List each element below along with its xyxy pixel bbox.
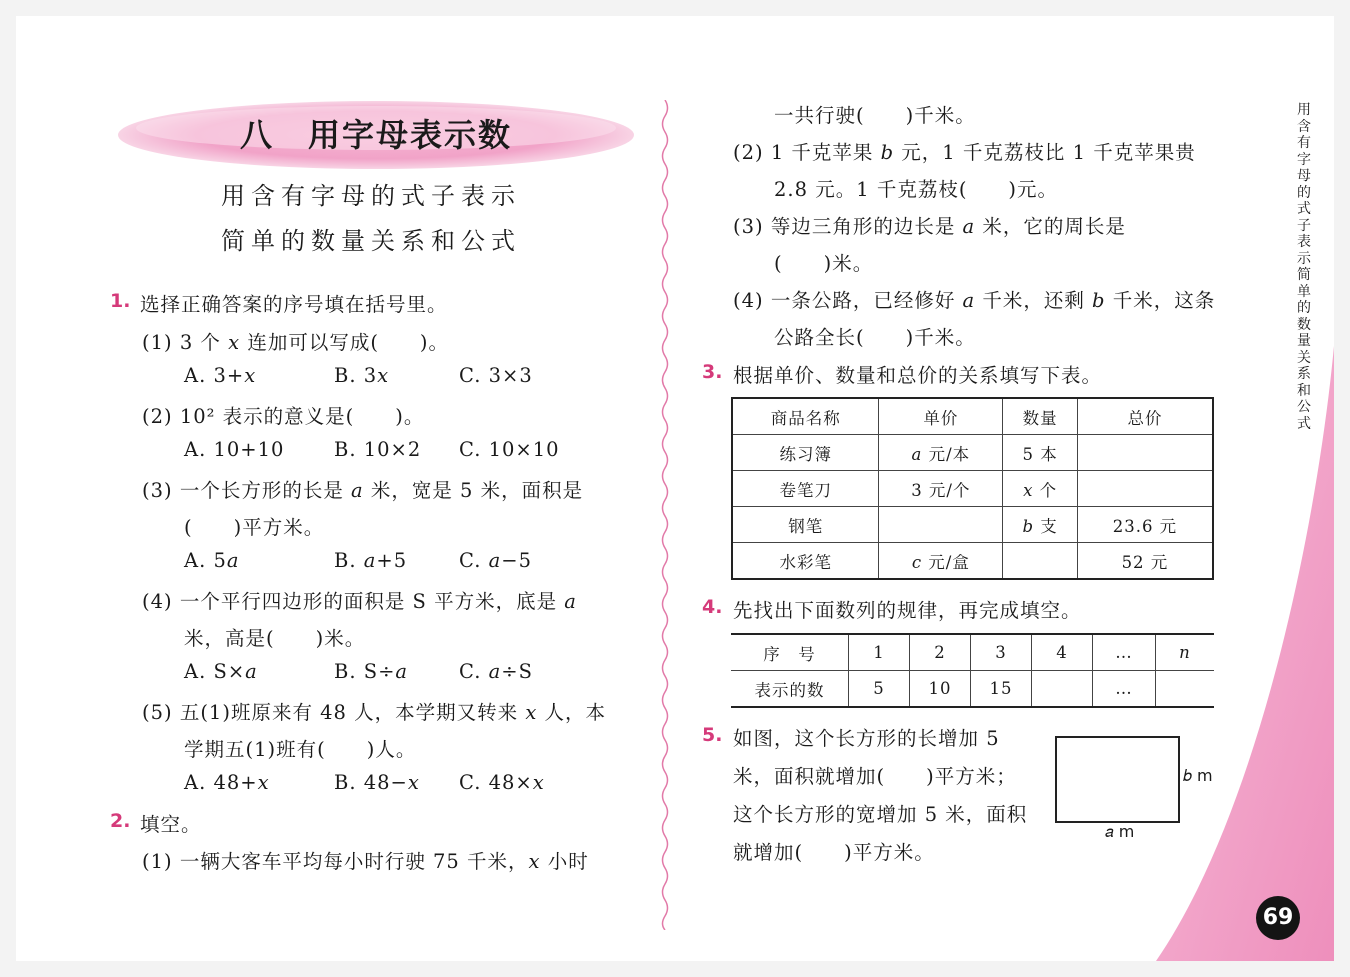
table-cell: 23.6 元 [1077,507,1213,543]
q1-part5-option-c[interactable]: C. 48×𝑥 [459,771,545,794]
q1-part5-option-b[interactable]: B. 48−𝑥 [334,771,420,794]
table-cell: 钢笔 [732,507,879,543]
question-prompt: 填空。 [140,813,202,836]
table-cell: 𝑐 元/盒 [879,543,1003,580]
q1-part5-stem-line1: (5) 五(1)班原来有 48 人，本学期又转来 𝑥 人，本 [142,701,607,724]
question-prompt: 先找出下面数列的规律，再完成填空。 [733,599,1082,622]
table-row [731,634,1214,671]
section-subtitle-line1: 用含有字母的式子表示 [221,182,521,210]
chapter-title-banner [116,98,636,172]
q1-part4-option-c[interactable]: C. 𝑎÷S [459,660,533,683]
q2-part1-line2: 一共行驶( )千米。 [774,104,976,127]
table-header-cell: 总价 [1077,398,1213,435]
table-row [732,507,1213,543]
table-cell: 𝑛 [1156,634,1215,671]
q1-part2-option-a[interactable]: A. 10+10 [184,438,285,461]
question-number: 5. [702,724,723,746]
answer-cell[interactable] [1003,543,1078,580]
q2-part1-line1: (1) 一辆大客车平均每小时行驶 75 千米，𝑥 小时 [142,850,589,873]
table-cell: 练习簿 [732,435,879,471]
table-cell: 卷笔刀 [732,471,879,507]
q1-part3-stem-line2: ( )平方米。 [184,516,325,539]
q1-part2-option-c[interactable]: C. 10×10 [459,438,560,461]
table-row [732,543,1213,580]
q1-part5-stem-line2: 学期五(1)班有( )人。 [184,738,417,761]
q1-part4-option-b[interactable]: B. S÷𝑎 [334,660,409,683]
table-header-cell: 单价 [879,398,1003,435]
page-number: 69 [1256,896,1300,940]
column-divider [659,100,671,930]
q2-part3-line1: (3) 等边三角形的边长是 𝑎 米，它的周长是 [733,215,1126,238]
answer-cell[interactable] [1032,671,1093,708]
table-cell: 𝑎 元/本 [879,435,1003,471]
table-cell: 52 元 [1077,543,1213,580]
answer-cell[interactable] [1156,671,1215,708]
q1-part1-stem: (1) 3 个 𝑥 连加可以写成( )。 [142,331,450,354]
table-cell: 10 [910,671,971,708]
q2-part2-line2: 2.8 元。1 千克荔枝( )元。 [774,178,1059,201]
table-header-cell: 数量 [1003,398,1078,435]
answer-cell[interactable] [879,507,1003,543]
question-prompt: 根据单价、数量和总价的关系填写下表。 [733,364,1103,387]
q2-part4-line1: (4) 一条公路，已经修好 𝑎 千米，还剩 𝑏 千米，这条 [733,289,1216,312]
q2-part3-line2: ( )米。 [774,252,874,275]
table-cell: … [1093,671,1156,708]
q1-part3-option-c[interactable]: C. 𝑎−5 [459,549,532,572]
answer-cell[interactable] [1077,435,1213,471]
rectangle-figure [1055,736,1180,823]
table-cell: 5 本 [1003,435,1078,471]
q5-line4: 就增加( )平方米。 [733,841,935,864]
table-cell: 4 [1032,634,1093,671]
q2-part4-line2: 公路全长( )千米。 [774,326,976,349]
q1-part5-option-a[interactable]: A. 48+𝑥 [184,771,270,794]
rectangle-width-label: 𝑏 m [1183,766,1213,785]
table-cell: 𝑏 支 [1003,507,1078,543]
table-cell: 15 [971,671,1032,708]
table-cell: 5 [849,671,910,708]
table-header-cell: 商品名称 [732,398,879,435]
question-number: 2. [110,810,131,832]
rectangle-length-label: 𝑎 m [1105,822,1135,841]
q1-part3-option-a[interactable]: A. 5𝑎 [184,549,240,572]
q5-line3: 这个长方形的宽增加 5 米，面积 [733,803,1028,826]
question-prompt: 选择正确答案的序号填在括号里。 [140,293,448,316]
table-cell: 2 [910,634,971,671]
question-number: 4. [702,596,723,618]
price-table [731,397,1214,580]
q1-part1-option-b[interactable]: B. 3𝑥 [334,364,390,387]
question-number: 3. [702,361,723,383]
q2-part2-line1: (2) 1 千克苹果 𝑏 元，1 千克荔枝比 1 千克苹果贵 [733,141,1196,164]
q1-part1-option-a[interactable]: A. 3+𝑥 [184,364,257,387]
table-cell: 序 号 [731,634,849,671]
q1-part3-option-b[interactable]: B. 𝑎+5 [334,549,408,572]
section-subtitle-line2: 简单的数量关系和公式 [221,227,521,255]
q1-part2-stem: (2) 10² 表示的意义是( )。 [142,405,425,428]
question-number: 1. [110,290,131,312]
chapter-title: 八 用字母表示数 [239,116,512,154]
table-cell: 水彩笔 [732,543,879,580]
q1-part2-option-b[interactable]: B. 10×2 [334,438,422,461]
table-cell: 1 [849,634,910,671]
table-cell: … [1093,634,1156,671]
q1-part1-option-c[interactable]: C. 3×3 [459,364,533,387]
q1-part4-option-a[interactable]: A. S×𝑎 [184,660,258,683]
answer-cell[interactable] [1077,471,1213,507]
q1-part4-stem-line1: (4) 一个平行四边形的面积是 S 平方米，底是 𝑎 [142,590,577,613]
table-cell: 3 [971,634,1032,671]
sequence-table [731,633,1214,708]
table-row [732,435,1213,471]
q5-line2: 米，面积就增加( )平方米； [733,765,1017,788]
table-row [731,671,1214,708]
table-header-row [732,398,1213,435]
q1-part3-stem-line1: (3) 一个长方形的长是 𝑎 米，宽是 5 米，面积是 [142,479,584,502]
table-cell: 3 元/个 [879,471,1003,507]
table-cell: 表示的数 [731,671,849,708]
table-row [732,471,1213,507]
q1-part4-stem-line2: 米，高是( )米。 [184,627,366,650]
workbook-page [16,16,1334,961]
q5-line1: 如图，这个长方形的长增加 5 [733,727,1000,750]
table-cell: 𝑥 个 [1003,471,1078,507]
section-side-label: 用含有字母的式子表示简单的数量关系和公式 [1297,102,1311,432]
